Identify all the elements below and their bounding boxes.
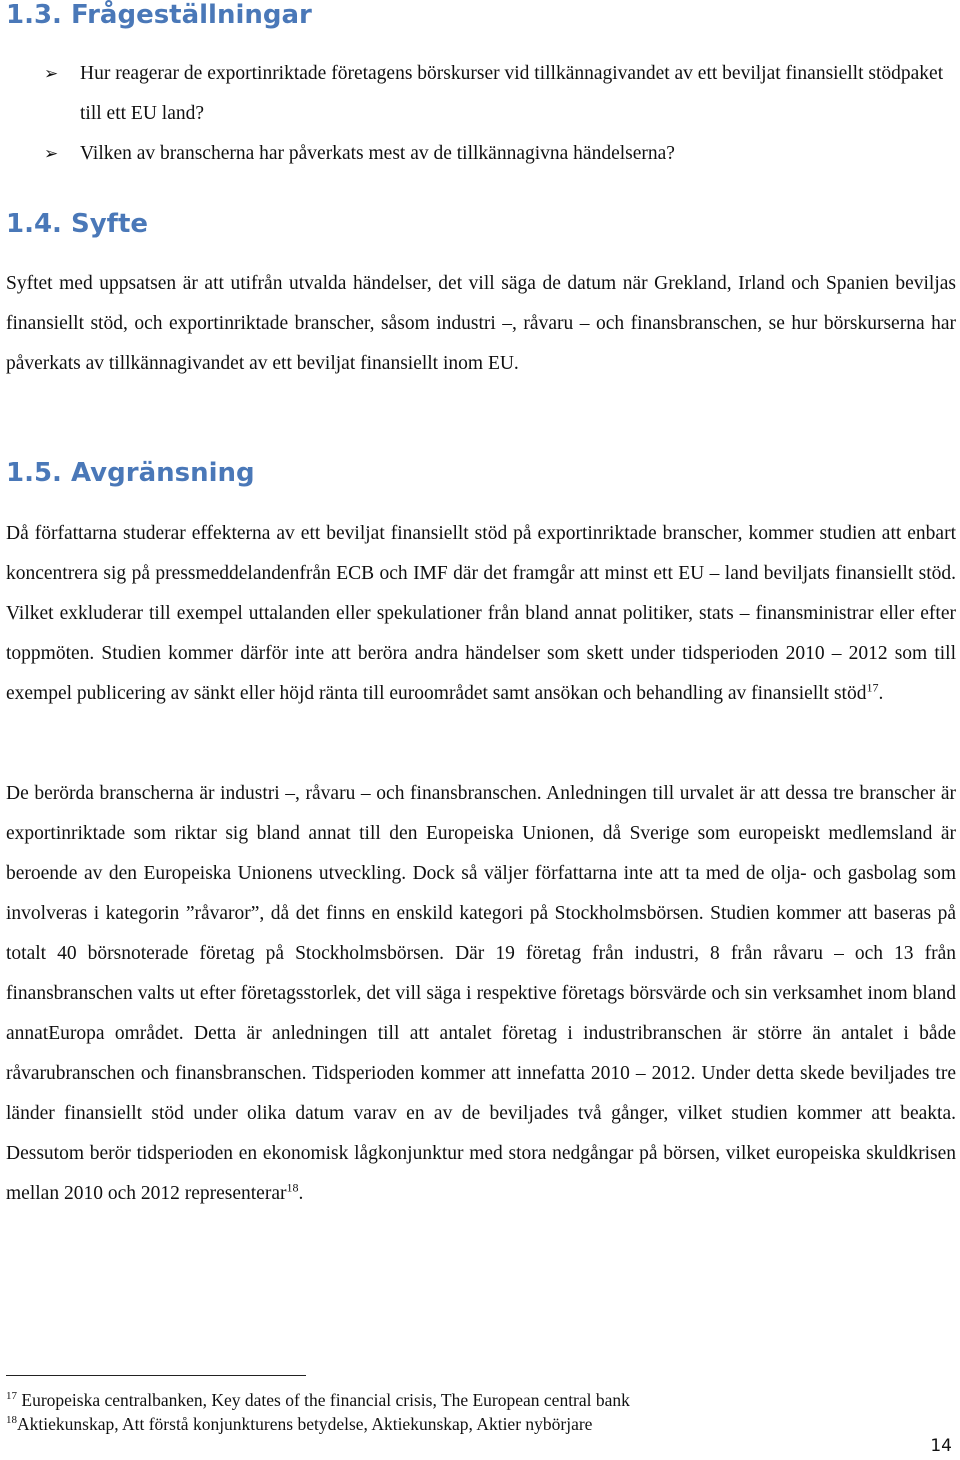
list-item-text: Vilken av branscherna har påverkats mest av de tillkännagivna händelserna? <box>80 143 675 164</box>
page-number: 14 <box>930 1436 952 1456</box>
footnote <box>6 1409 592 1435</box>
list-item <box>44 134 956 174</box>
section-heading-fragestallningar: 1.3. Frågeställningar <box>6 0 312 30</box>
footnote-reference: 17 <box>866 680 879 695</box>
arrow-bullet-icon: ➢ <box>44 64 59 84</box>
list-item-text: Hur reagerar de exportinriktade företagens börskurser vid tillkännagivandet av ett beviljat finansiellt stödpaket till ett EU land? <box>80 63 944 124</box>
syfte-paragraph: Syftet med uppsatsen är att utifrån utvalda händelser, det vill säga de datum när Grekland, Irland och Spanien beviljas finansiellt stöd, och exportinriktade branscher, såsom industri –, råvaru – och finansbranschen, se hur börskurserna har påverkats av tillkännagivandet av ett beviljat finansiellt inom EU. <box>6 273 956 374</box>
avgransning-paragraph-2 <box>6 774 956 1214</box>
footnote-reference: 18 <box>286 1180 299 1195</box>
paragraph-text: Då författarna studerar effekterna av ett beviljat finansiellt stöd på exportinriktade branscher, kommer studien att enbart koncentrera sig på pressmeddelandenfrån ECB och IMF där det framgår att minst ett EU – land beviljats finansiellt stöd. Vilket exkluderar till exempel uttalanden eller spekulationer från bland annat politiker, stats – finansministrar eller efter toppmöten. Studien kommer därför inte att beröra andra händelser som skett under tidsperioden 2010 – 2012 som till exempel publicering av sänkt eller höjd ränta till euroområdet samt ansökan och behandling av finansiellt stöd <box>6 523 956 704</box>
list-item <box>44 54 956 134</box>
sentence-period: . <box>298 1183 304 1204</box>
section-heading-avgransning: 1.5. Avgränsning <box>6 458 255 488</box>
footnote-text: Aktiekunskap, Att förstå konjunkturens betydelse, Aktiekunskap, Aktier nybörjare <box>17 1413 593 1434</box>
section-heading-syfte: 1.4. Syfte <box>6 209 149 239</box>
footnote <box>6 1385 630 1411</box>
paragraph-text: De berörda branscherna är industri –, råvaru – och finansbranschen. Anledningen till urvalet är att dessa tre branscher är exportinriktade som riktar sig bland annat till den Europeiska Unionen, då Sverige som europeiskt medlemsland är beroende av den Europeiska Unionens utveckling. Dock så väljer författarna inte att ta med de olja- och gasbolag som involveras i kategorin ”råvaror”, då det finns en enskild kategori på Stockholmsbörsen. Studien kommer att baseras på totalt 40 börsnoterade företag på Stockholmsbörsen. Där 19 företag från industri, 8 från råvaru – och 13 från finansbranschen valts ut efter företagsstorlek, det vill säga i respektive företags börsvärde och sin verksamhet inom bland annatEuropa området. Detta är anledningen till att antalet företag i industribranschen är större än antalet i både råvarubranschen och finansbranschen. Tidsperioden kommer att innefatta 2010 – 2012. Under detta skede beviljades tre länder finansiellt stöd under olika datum varav en av de beviljades två gånger, vilket studien kommer att beakta. Dessutom berör tidsperioden en ekonomisk lågkonjunktur med stora nedgångar på börsen, vilket europeiska skuldkrisen mellan 2010 och 2012 representerar <box>6 783 956 1204</box>
footnote-text: Europeiska centralbanken, Key dates of the financial crisis, The European central bank <box>21 1389 630 1410</box>
arrow-bullet-icon: ➢ <box>44 144 59 164</box>
footnote-divider <box>6 1375 306 1376</box>
sentence-period: . <box>878 683 884 704</box>
footnote-number: 18 <box>6 1414 17 1426</box>
footnote-number: 17 <box>6 1390 17 1402</box>
avgransning-paragraph-1 <box>6 514 956 714</box>
